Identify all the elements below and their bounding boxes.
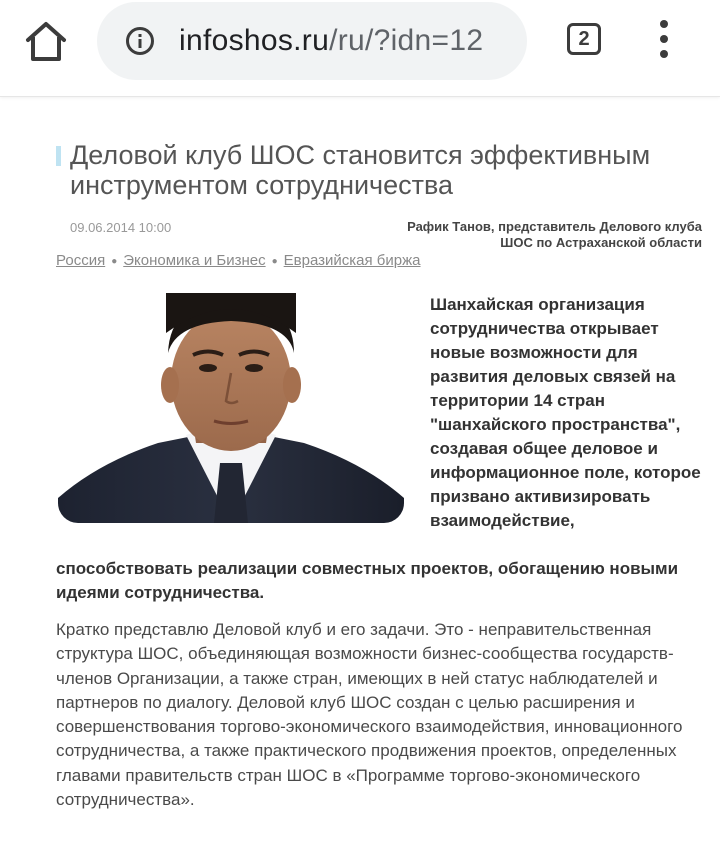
tag-list	[56, 252, 421, 269]
url-text[interactable]	[179, 24, 509, 58]
author-photo	[58, 293, 404, 523]
article-body: Кратко представлю Деловой клуб и его задачи. Это - неправительственная структура ШОС, объединяющая возможности бизнес-сообщества государств-членов Организации, а также стран, имеющих в ней статус наблюдателей и партнеров по диалогу. Деловой клуб ШОС создан с целью расширения и совершенствования торгово-экономического взаимодействия, инновационного сотрудничества, а также практического продвижения проектов, определенных главами правительств стран ШОС в «Программе торгово-экономического сотрудничества».	[56, 620, 683, 810]
info-icon[interactable]	[125, 26, 155, 56]
browser-toolbar	[0, 0, 720, 97]
tag-separator: ●	[111, 255, 118, 267]
tag-separator: ●	[271, 255, 278, 267]
url-path: /ru/?idn=12	[329, 24, 484, 57]
article-author: Рафик Танов, представитель Делового клуба ШОС по Астраханской области	[407, 219, 702, 250]
url-host: infoshos.ru	[179, 24, 330, 57]
tag-link[interactable]: Экономика и Бизнес	[123, 252, 266, 269]
address-bar[interactable]	[97, 2, 527, 80]
article-date: 09.06.2014 10:00	[70, 220, 172, 235]
more-vert-icon[interactable]	[652, 20, 676, 60]
article-lead-continued: способствовать реализации совместных проектов, обогащению новыми идеями сотрудничества.	[56, 559, 679, 602]
tag-link[interactable]: Россия	[56, 252, 106, 269]
article-title: Деловой клуб ШОС становится эффективным инструментом сотрудничества	[70, 140, 651, 200]
title-accent-bar	[56, 146, 61, 166]
home-button[interactable]	[20, 18, 72, 66]
tag-link[interactable]: Евразийская биржа	[283, 252, 421, 269]
tab-switcher-button[interactable]: 2	[567, 23, 601, 55]
article-lead: Шанхайская организация сотрудничества открывает новые возможности для развития деловых связей на территории 14 стран "шанхайского пространства", создавая общее деловое и информационное поле, которое призвано активизировать взаимодействие,	[430, 295, 701, 530]
home-icon	[20, 18, 72, 66]
